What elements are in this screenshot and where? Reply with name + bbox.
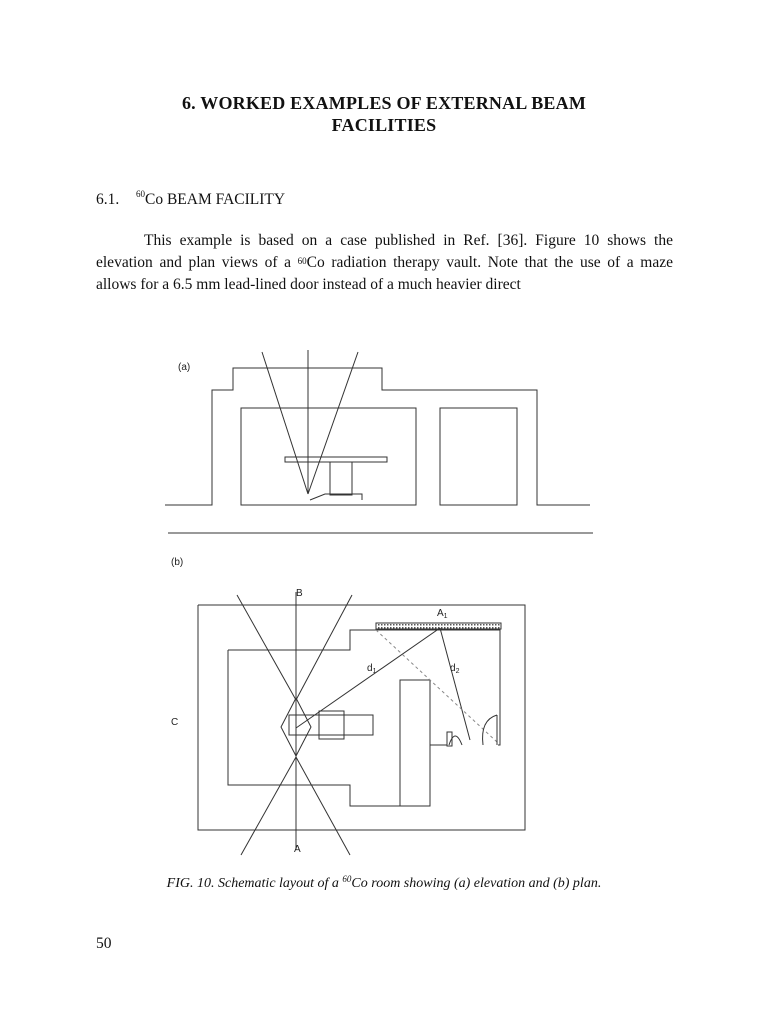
path-d1 xyxy=(296,628,440,728)
chapter-heading-line2: FACILITIES xyxy=(331,115,437,135)
beam-edge-right-plan-1 xyxy=(296,595,352,700)
caption-part2: Co room showing (a) elevation and (b) plan. xyxy=(351,876,602,891)
plan-view xyxy=(198,592,525,855)
point-a1-sub: 1 xyxy=(443,613,448,620)
elevation-view xyxy=(165,350,593,533)
section-number: 6.1. xyxy=(96,191,120,208)
section-title: Co BEAM FACILITY xyxy=(145,191,286,208)
scatter-path-dashed xyxy=(376,630,497,742)
caption-superscript: 60 xyxy=(342,874,352,884)
beam-edge-right-plan-2 xyxy=(296,757,350,855)
door-swing-left xyxy=(449,736,462,745)
beam-edge-left-plan-1 xyxy=(237,595,296,700)
point-a-label: A xyxy=(294,844,301,855)
paragraph-part2: Co radiation therapy vault. Note that the use of a maze allows for a 6.5 mm lead-lined door instead of a much heavier direct xyxy=(96,254,674,293)
label-a: (a) xyxy=(178,362,191,373)
d2-label xyxy=(450,663,460,675)
path-d2 xyxy=(440,628,470,740)
treatment-couch-top xyxy=(285,457,387,462)
section-superscript: 60 xyxy=(136,189,145,199)
beam-edge-left-elevation xyxy=(262,352,308,494)
chapter-heading-line1: 6. WORKED EXAMPLES OF EXTERNAL BEAM xyxy=(181,93,587,113)
d2-sub: 2 xyxy=(455,668,460,675)
couch-pedestal xyxy=(330,462,352,495)
label-b: (b) xyxy=(171,557,184,568)
beam-edge-left-plan-2 xyxy=(241,757,296,855)
d1-label xyxy=(367,663,377,675)
vault-outline-plan xyxy=(198,605,525,830)
d2-main: d xyxy=(450,663,456,674)
gantry-plan xyxy=(289,715,373,735)
d1-sub: 1 xyxy=(372,668,377,675)
inner-wall-plan xyxy=(228,630,500,745)
lead-lined-panel xyxy=(376,623,501,629)
point-a1-label xyxy=(437,608,448,620)
beam-edge-right-elevation xyxy=(308,352,358,494)
paragraph-superscript: 60 xyxy=(297,256,307,266)
maze-wall-plan xyxy=(228,650,447,806)
point-a1-main: A xyxy=(437,608,444,619)
maze-inner-wall xyxy=(400,680,430,806)
point-b-label: B xyxy=(296,588,303,599)
caption-part1: FIG. 10. Schematic layout of a xyxy=(166,876,343,891)
vault-outline-elevation xyxy=(165,368,590,505)
paragraph-part1: This example is based on a case published in Ref. [36]. Figure 10 shows the elevation and plan views of a xyxy=(96,232,673,271)
d1-main: d xyxy=(367,663,373,674)
figure-caption xyxy=(96,876,672,892)
point-c-label: C xyxy=(171,717,179,728)
page-number: 50 xyxy=(96,935,112,952)
maze-room-elevation xyxy=(440,408,517,505)
